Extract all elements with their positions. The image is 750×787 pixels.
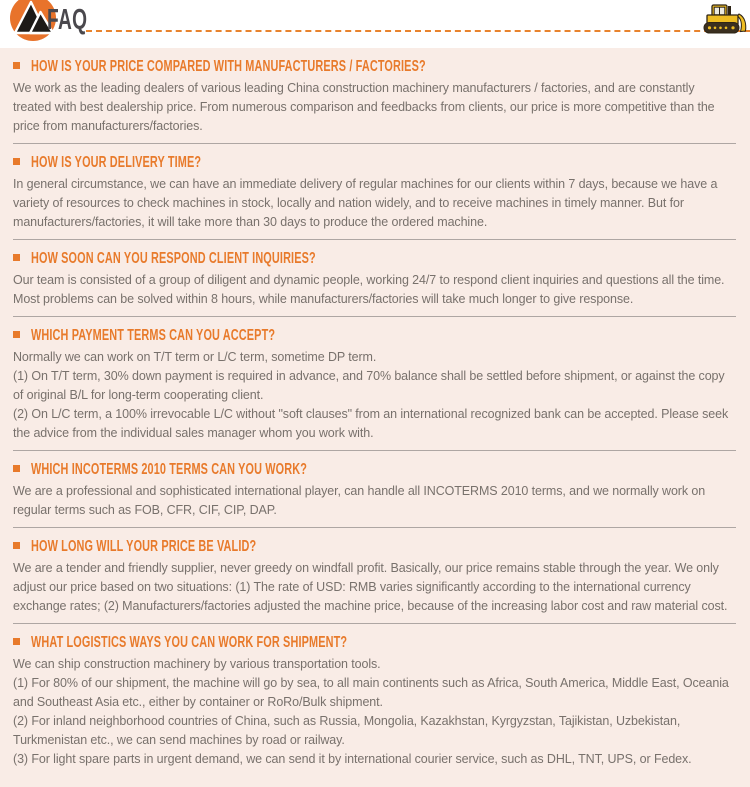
faq-answer-paragraph: (1) For 80% of our shipment, the machine will go by sea, to all main continents such as Africa, South America, Middle East, Oceania and Southeast Asia etc., either by container or RoRo/Bulk shipment. [13,676,729,709]
bullet-square-icon [13,331,20,338]
bullet-square-icon [13,254,20,261]
faq-question [13,634,736,651]
faq-answer-paragraph: (2) For inland neighborhood countries of China, such as Russia, Mongolia, Kazakhstan, Kyrgyzstan, Tajikistan, Uzbekistan, Turkmenistan etc., we can send machines by road or railway. [13,714,681,747]
faq-answer [13,175,736,232]
faq-item [13,528,736,624]
faq-question-text: HOW IS YOUR PRICE COMPARED WITH MANUFACTURERS / FACTORIES? [31,58,427,75]
faq-question [13,327,736,344]
faq-question [13,154,736,171]
faq-question [13,538,736,555]
faq-list [0,48,750,769]
faq-question [13,250,736,267]
faq-item [13,48,736,144]
faq-answer [13,655,736,769]
faq-answer-paragraph: We are a tender and friendly supplier, never greedy on windfall profit. Basically, our price remains stable through the year. We only adjust our price based on two situations: (1) The rate of USD: RMB varies significantly according to the international currency exchange rates; (2) Manufacturers/factories adjusted the machine price, because of the increasing labor cost and raw material cost. [13,561,728,613]
bullet-square-icon [13,542,20,549]
faq-item [13,317,736,451]
faq-item [13,451,736,528]
faq-answer-paragraph: Normally we can work on T/T term or L/C term, sometime DP term. [13,350,377,364]
faq-answer-paragraph: In general circumstance, we can have an immediate delivery of regular machines for our clients within 7 days, because we have a variety of resources to check machines in stock, locally and nation widely, and to receive machines in timely manner. But for manufacturers/factories, it will take more than 30 days to produce the ordered machine. [13,177,718,229]
bullet-square-icon [13,158,20,165]
bullet-square-icon [13,465,20,472]
faq-question-text: HOW SOON CAN YOU RESPOND CLIENT INQUIRIES? [31,250,317,267]
faq-answer-paragraph: We work as the leading dealers of various leading China construction machinery manufacturers / factories, and are constantly treated with best dealership price. From numerous comparison and feedbacks from clients, our price is more competitive than the price from manufacturers/factories. [13,81,715,133]
faq-question-text: HOW IS YOUR DELIVERY TIME? [31,154,202,171]
page-title: FAQ [47,4,88,36]
faq-answer [13,79,736,136]
faq-answer-paragraph: We are a professional and sophisticated international player, can handle all INCOTERMS 2010 terms, and we normally work on regular terms such as FOB, CFR, CIF, CIP, DAP. [13,484,706,517]
bullet-square-icon [13,638,20,645]
faq-answer [13,559,736,616]
faq-answer [13,271,736,309]
faq-answer-paragraph: Our team is consisted of a group of diligent and dynamic people, working 24/7 to respond client inquiries and questions all the time. Most problems can be solved within 8 hours, while manufacturers/factories will take much longer to give response. [13,273,725,306]
faq-item [13,624,736,769]
faq-answer-paragraph: (3) For light spare parts in urgent demand, we can send it by international courier service, such as DHL, TNT, UPS, or Fedex. [13,752,692,766]
bullet-square-icon [13,62,20,69]
faq-answer-paragraph: We can ship construction machinery by various transportation tools. [13,657,381,671]
page-header [0,0,750,48]
faq-question [13,461,736,478]
faq-answer [13,482,736,520]
faq-answer-paragraph: (2) On L/C term, a 100% irrevocable L/C without "soft clauses" from an international recognized bank can be accepted. Please seek the advice from the individual sales manager whom you work with. [13,407,729,440]
dashed-divider [86,30,750,32]
faq-question-text: HOW LONG WILL YOUR PRICE BE VALID? [31,538,257,555]
faq-item [13,144,736,240]
faq-answer [13,348,736,443]
faq-question [13,58,736,75]
bulldozer-icon [700,2,747,34]
faq-question-text: WHICH INCOTERMS 2010 TERMS CAN YOU WORK? [31,461,308,478]
faq-answer-paragraph: (1) On T/T term, 30% down payment is required in advance, and 70% balance shall be settled before shipment, or against the copy of original B/L for long-term cooperating client. [13,369,725,402]
faq-question-text: WHICH PAYMENT TERMS CAN YOU ACCEPT? [31,327,276,344]
faq-item [13,240,736,317]
faq-question-text: WHAT LOGISTICS WAYS YOU CAN WORK FOR SHIPMENT? [31,634,348,651]
